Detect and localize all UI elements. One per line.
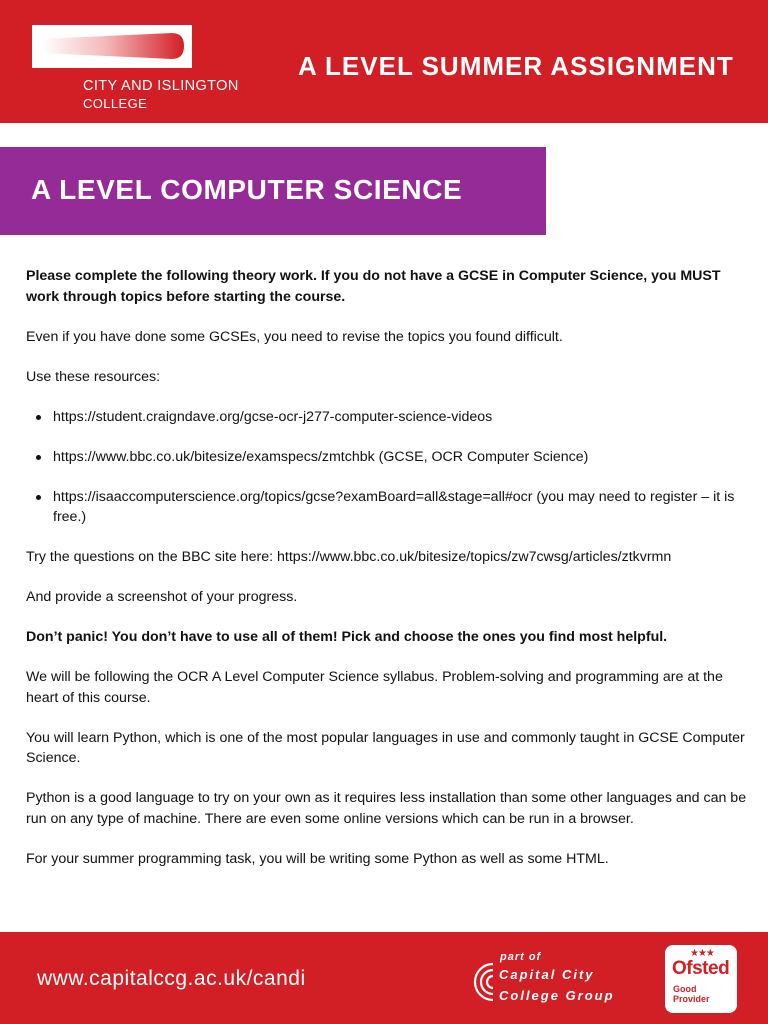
python-good-paragraph: Python is a good language to try on your own as it requires less installation than some other languages and can be run on any type of machine. There are even some online versions which can be run in a browser.	[26, 790, 747, 827]
ccg-logo-icon	[467, 958, 497, 1006]
list-item	[26, 407, 748, 428]
list-item	[26, 487, 748, 528]
summer-task-paragraph: For your summer programming task, you will be writing some Python as well as some HTML.	[26, 850, 609, 867]
python-learn-paragraph: You will learn Python, which is one of the most popular languages in use and commonly taught in GCSE Computer Science.	[26, 729, 745, 766]
ofsted-name: Ofsted	[672, 958, 730, 979]
bullet-icon	[36, 415, 41, 420]
college-name-line1: CITY AND ISLINGTON	[83, 78, 239, 94]
ofsted-rating-line1: Good	[673, 984, 697, 994]
revise-paragraph: Even if you have done some GCSEs, you need to revise the topics you found difficult.	[26, 328, 563, 345]
resource-link-text[interactable]: https://www.bbc.co.uk/bitesize/examspecs/zmtchbk (GCSE, OCR Computer Science)	[53, 448, 589, 465]
college-logo	[32, 25, 192, 68]
logo-streak-graphic	[32, 25, 192, 68]
syllabus-paragraph: We will be following the OCR A Level Computer Science syllabus. Problem-solving and programming are at the heart of this course.	[26, 669, 723, 706]
group-part-of: part of	[500, 951, 542, 963]
resource-link-text[interactable]: https://isaaccomputerscience.org/topics/gcse?examBoard=all&stage=all#ocr (you may need to register – it is free.)	[53, 488, 735, 525]
dont-panic-paragraph: Don’t panic! You don’t have to use all of them! Pick and choose the ones you find most helpful.	[26, 629, 668, 645]
resources-list	[26, 407, 748, 528]
page-title: A LEVEL SUMMER ASSIGNMENT	[298, 51, 734, 81]
list-item	[26, 447, 748, 468]
resource-link-text[interactable]: https://student.craigndave.org/gcse-ocr-j277-computer-science-videos	[53, 408, 493, 425]
intro-instruction: Please complete the following theory work. If you do not have a GCSE in Computer Science, you MUST work through topics before starting the course.	[26, 268, 721, 305]
resources-label: Use these resources:	[26, 368, 161, 385]
college-name-line2: COLLEGE	[83, 96, 148, 111]
group-name-line2: College Group	[499, 988, 615, 1003]
bbc-questions-paragraph: Try the questions on the BBC site here: https://www.bbc.co.uk/bitesize/topics/zw7cwsg/articles/ztkvrmn	[26, 549, 672, 565]
subject-title: A LEVEL COMPUTER SCIENCE	[31, 174, 463, 205]
ofsted-stars-icon: ★★★	[690, 948, 714, 959]
footer-website-link[interactable]: www.capitalccg.ac.uk/candi	[37, 967, 306, 990]
group-name-line1: Capital City	[499, 967, 595, 982]
assignment-content	[26, 266, 748, 889]
ofsted-rating-line2: Provider	[673, 994, 710, 1004]
bullet-icon	[36, 495, 41, 500]
bullet-icon	[36, 455, 41, 460]
screenshot-paragraph: And provide a screenshot of your progress.	[26, 589, 298, 605]
